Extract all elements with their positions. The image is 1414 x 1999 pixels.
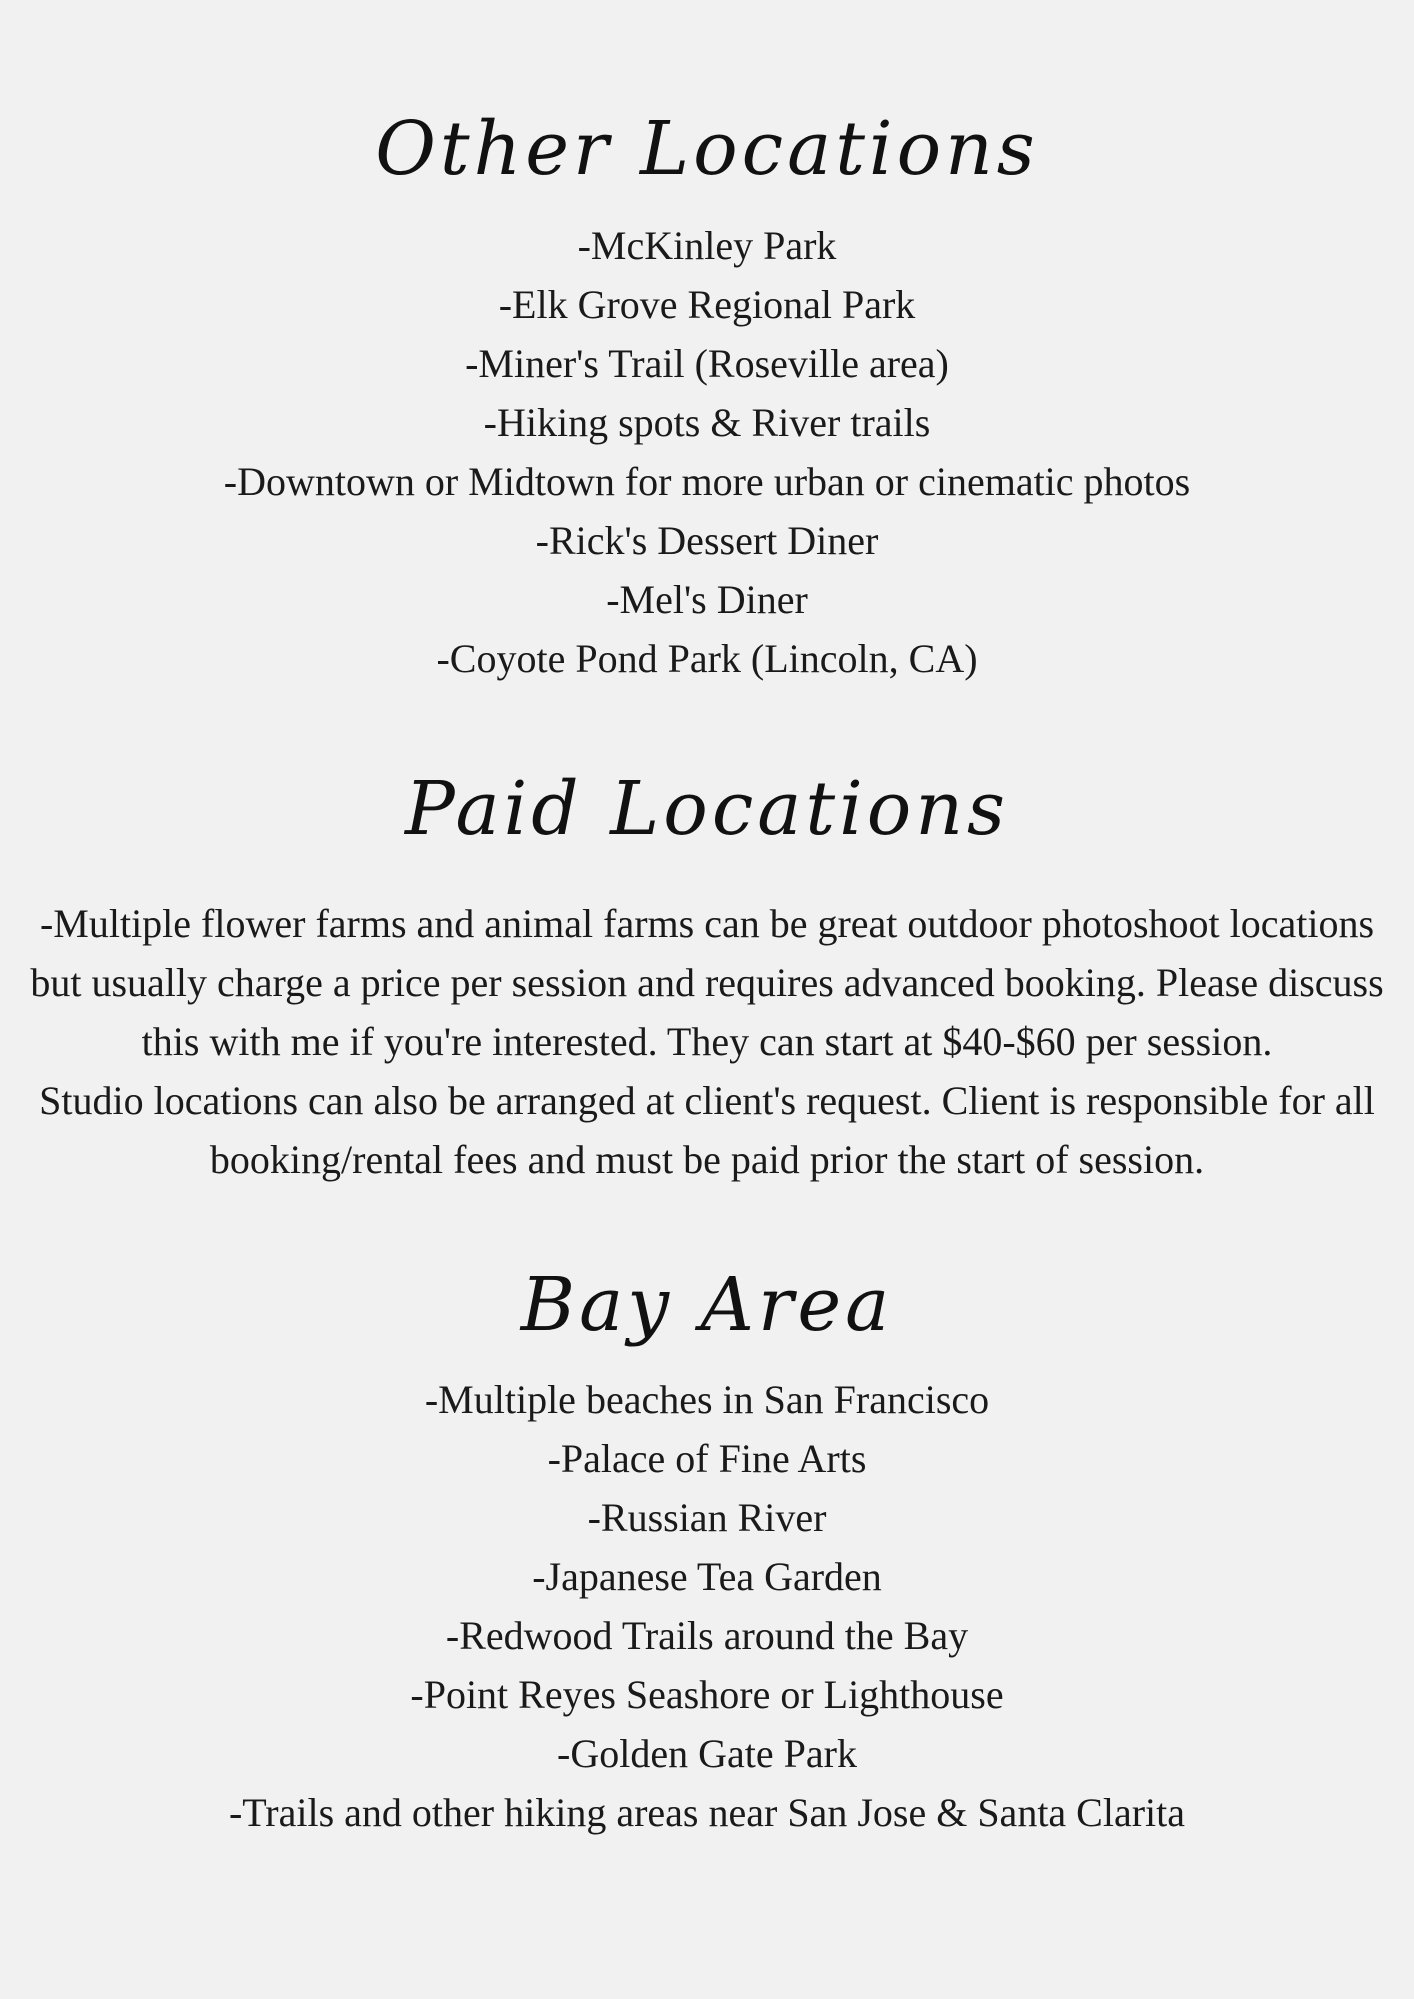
list-item: -Downtown or Midtown for more urban or cinematic photos <box>223 459 1191 504</box>
paragraph-line: booking/rental fees and must be paid prior the start of session. <box>209 1137 1205 1182</box>
list-item: -Trails and other hiking areas near San Jose & Santa Clarita <box>228 1790 1186 1835</box>
heading-paid-locations: Paid Locations <box>405 766 1009 852</box>
other-locations-list <box>0 216 1414 688</box>
paid-locations-paragraph <box>0 894 1414 1189</box>
heading-bay-area: Bay Area <box>520 1262 894 1348</box>
list-item: -Russian River <box>587 1495 827 1540</box>
list-item: -Palace of Fine Arts <box>547 1436 867 1481</box>
list-item: -Rick's Dessert Diner <box>535 518 879 563</box>
list-item: -Japanese Tea Garden <box>532 1554 882 1599</box>
bay-area-list <box>0 1370 1414 1842</box>
list-item: -Multiple beaches in San Francisco <box>424 1377 990 1422</box>
paragraph-line: -Multiple flower farms and animal farms can be great outdoor photoshoot locations <box>39 901 1375 946</box>
paragraph-line: but usually charge a price per session and requires advanced booking. Please discuss <box>30 960 1384 1005</box>
list-item: -Redwood Trails around the Bay <box>445 1613 969 1658</box>
heading-other-locations: Other Locations <box>375 106 1039 192</box>
list-item: -McKinley Park <box>577 223 837 268</box>
list-item: -Mel's Diner <box>606 577 808 622</box>
paragraph-line: Studio locations can also be arranged at client's request. Client is responsible for all <box>39 1078 1375 1123</box>
paragraph-line: this with me if you're interested. They can start at $40-$60 per session. <box>141 1019 1273 1064</box>
list-item: -Golden Gate Park <box>557 1731 857 1776</box>
list-item: -Elk Grove Regional Park <box>498 282 916 327</box>
list-item: -Miner's Trail (Roseville area) <box>465 341 949 386</box>
list-item: -Coyote Pond Park (Lincoln, CA) <box>436 636 978 681</box>
list-item: -Hiking spots & River trails <box>483 400 931 445</box>
list-item: -Point Reyes Seashore or Lighthouse <box>410 1672 1004 1717</box>
